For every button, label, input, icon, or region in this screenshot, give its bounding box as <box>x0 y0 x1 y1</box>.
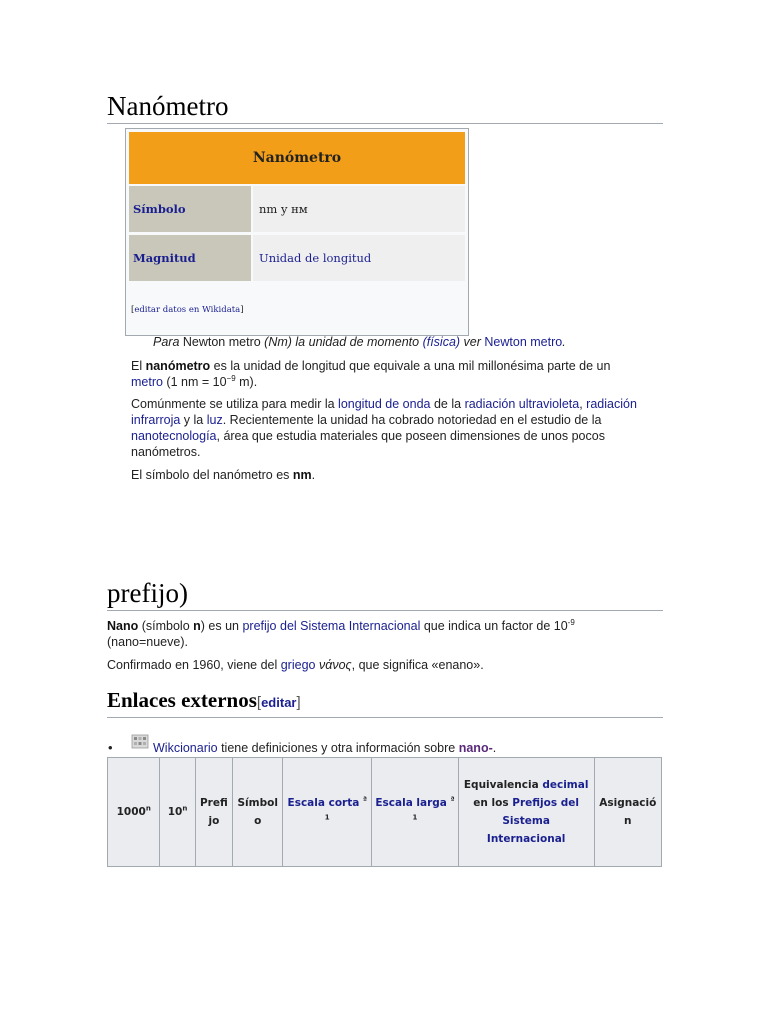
newton-metro-link[interactable]: Newton metro <box>484 335 563 349</box>
infobox-value-magnitud <box>253 235 465 281</box>
nano-term-link[interactable]: nano- <box>458 741 493 755</box>
infobox-footer: [editar datos en Wikidata] <box>131 305 244 315</box>
wikt-line: Wikcionario tiene definiciones y otra información sobre nano-. <box>153 741 497 755</box>
section-heading-enlaces: Enlaces externos[editar] <box>107 686 663 718</box>
nanotecnologia-link[interactable]: nanotecnología <box>131 429 217 443</box>
wiktionary-icon <box>131 732 149 750</box>
paragraph-prefix: Nano (símbolo n) es un prefijo del Sistema Internacional que indica un factor de $10^{-9}$ (nano=nueve). <box>107 617 575 649</box>
header-prefijo: Prefijo <box>195 758 232 867</box>
decimal-link[interactable]: decimal <box>542 779 589 791</box>
griego-link[interactable]: griego <box>280 658 316 672</box>
header-simbolo: Símbolo <box>233 758 283 867</box>
fisica-link[interactable]: (física) <box>422 335 461 349</box>
header-asignacion: Asignación <box>594 758 661 867</box>
header-10n: 10$^n$ <box>160 758 195 867</box>
infobox-row-magnitud <box>129 235 465 281</box>
table-header-row <box>108 758 662 867</box>
header-escala-corta: Escala corta $^{ª 1}$ <box>283 758 372 867</box>
infobox-label-simbolo[interactable]: Símbolo <box>129 186 251 232</box>
page-title: Nanómetro <box>107 89 663 124</box>
escala-corta-link[interactable]: Escala corta <box>287 797 360 809</box>
section-heading-prefijo: prefijo) <box>107 576 663 611</box>
paragraph-usage: Comúnmente se utiliza para medir la longitud de onda de la radiación ultravioleta, radiación infrarroja y la luz. Recientemente la unidad ha cobrado notoriedad en el estudio de la nanotecnología, área que estudia materiales que poseen dimensiones de unos pocos nanómetros. <box>131 397 637 459</box>
paragraph-definition: El nanómetro es la unidad de longitud que equivale a una mil millonésima parte de un metro (1 nm = $10^{-9}$ m). <box>131 359 611 389</box>
header-equivalencia: Equivalencia decimal en los Prefijos del Sistema Internacional <box>458 758 594 867</box>
metro-link[interactable]: metro <box>131 375 163 389</box>
radiacion-ultravioleta-link[interactable]: radiación ultravioleta <box>464 397 580 411</box>
paragraph-symbol: El símbolo del nanómetro es nm. <box>131 468 316 482</box>
edit-wikidata-link[interactable]: editar datos en Wikidata <box>134 305 241 315</box>
longitud-onda-link[interactable]: longitud de onda <box>338 397 431 411</box>
header-escala-larga: Escala larga $^{ª 1}$ <box>372 758 459 867</box>
prefix-table <box>107 757 662 867</box>
infobox-label-magnitud[interactable]: Magnitud <box>129 235 251 281</box>
escala-larga-link[interactable]: Escala larga <box>375 797 447 809</box>
prefijos-si-link[interactable]: Prefijos del Sistema Internacional <box>486 797 580 845</box>
infobox <box>125 128 469 336</box>
infobox-value-simbolo: nm y нм <box>253 186 465 232</box>
infobox-row-simbolo <box>129 186 465 232</box>
luz-link[interactable]: luz <box>206 413 223 427</box>
wikcionario-link[interactable]: Wikcionario <box>153 741 218 755</box>
wikt-bullet: • <box>108 740 113 755</box>
prefijo-si-link[interactable]: prefijo del Sistema Internacional <box>242 619 421 633</box>
infobox-title: Nanómetro <box>129 132 465 184</box>
magnitud-link[interactable]: Unidad de longitud <box>259 251 372 265</box>
hatnote: Para Newton metro (Nm) la unidad de momento (física) ver Newton metro. <box>153 335 566 349</box>
header-1000n: 1000$^n$ <box>108 758 160 867</box>
edit-section-link[interactable]: editar <box>261 695 297 710</box>
paragraph-etymology: Confirmado en 1960, viene del griego νάνος, que significa «enano». <box>107 658 484 672</box>
radiacion-infrarroja-link[interactable]: radiación infrarroja <box>131 397 637 427</box>
